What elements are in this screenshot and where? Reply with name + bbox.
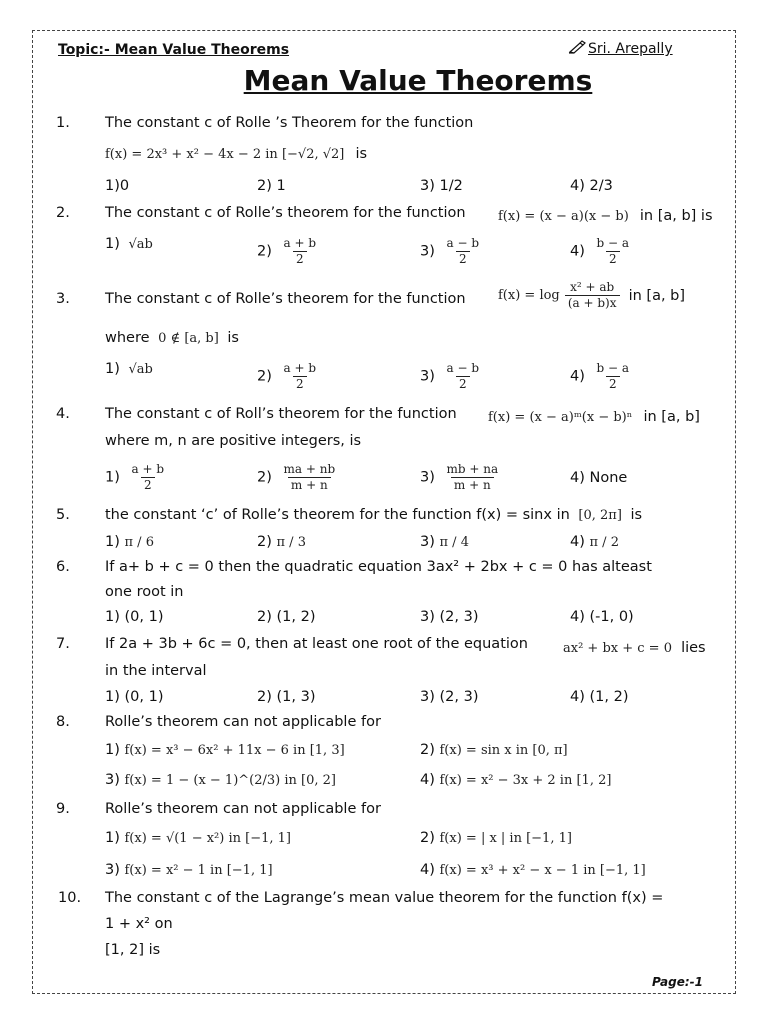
- question-number: 2.: [56, 205, 70, 221]
- author-name: Sri. Arepally: [588, 41, 673, 57]
- question-number: 8.: [56, 714, 70, 730]
- question-line: [1, 2] is: [105, 942, 161, 958]
- option: 3) f(x) = x² − 1 in [−1, 1]: [105, 862, 273, 878]
- option: 1) π / 6: [105, 534, 154, 550]
- option: 2) (1, 2): [257, 609, 316, 625]
- option: 1) √ab: [105, 361, 153, 377]
- question-number: 5.: [56, 507, 70, 523]
- option: 4) (-1, 0): [570, 609, 634, 625]
- option: 2) f(x) = sin x in [0, π]: [420, 742, 568, 758]
- question-text: The constant c of Rolle’s theorem for the function: [105, 205, 466, 221]
- option: 2) (1, 3): [257, 689, 316, 705]
- question-text: The constant c of the Lagrange’s mean value theorem for the function f(x) =: [105, 890, 664, 906]
- question-text: The constant c of Rolle’s theorem for the function: [105, 291, 466, 307]
- question-formula: ax² + bx + c = 0 lies: [563, 640, 706, 656]
- question-text: If a+ b + c = 0 then the quadratic equation 3ax² + 2bx + c = 0 has alteast: [105, 559, 652, 575]
- question-text: The constant c of Roll’s theorem for the function: [105, 406, 457, 422]
- option: 1) $\frac{a + b}{2}$: [105, 462, 165, 492]
- question-number: 6.: [56, 559, 70, 575]
- option: 3) (2, 3): [420, 609, 479, 625]
- page-title: Mean Value Theorems: [243, 64, 593, 97]
- option: 1) f(x) = x³ − 6x² + 11x − 6 in [1, 3]: [105, 742, 345, 758]
- question-number: 9.: [56, 801, 70, 817]
- option: 1) √ab: [105, 236, 153, 252]
- option: 2) 1: [257, 178, 286, 194]
- question-number: 1.: [56, 115, 70, 131]
- question-text: Rolle’s theorem can not applicable for: [105, 801, 381, 817]
- option: 4) None: [570, 470, 628, 486]
- topic-label: Topic:- Mean Value Theorems: [58, 42, 290, 58]
- option: 2) $\frac{a + b}{2}$: [257, 236, 317, 266]
- question-formula: f(x) = (x − a)ᵐ(x − b)ⁿ in [a, b]: [488, 409, 700, 425]
- question-text: If 2a + 3b + 6c = 0, then at least one root of the equation: [105, 636, 528, 652]
- question-number: 7.: [56, 636, 70, 652]
- author-label: [568, 40, 673, 57]
- option: 3) f(x) = 1 − (x − 1)^(2/3) in [0, 2]: [105, 772, 336, 788]
- option: 3) $\frac{a - b}{2}$: [420, 236, 480, 266]
- option: 4) $\frac{b - a}{2}$: [570, 236, 630, 266]
- option: 4) f(x) = x² − 3x + 2 in [1, 2]: [420, 772, 612, 788]
- option: 4) $\frac{b - a}{2}$: [570, 361, 630, 391]
- option: 1) (0, 1): [105, 609, 164, 625]
- question-number: 10.: [58, 890, 82, 906]
- question-text: Rolle’s theorem can not applicable for: [105, 714, 381, 730]
- option: 1) (0, 1): [105, 689, 164, 705]
- question-formula: f(x) = log $\frac{\text{x² + ab}}{(a + b)x}$ in [a, b]: [498, 280, 686, 310]
- question-formula: f(x) = 2x³ + x² − 4x − 2 in [−√2, √2] is: [105, 146, 368, 162]
- option: 1)0: [105, 178, 130, 194]
- question-condition: where 0 ∉ [a, b] is: [105, 330, 239, 346]
- question-line: where m, n are positive integers, is: [105, 433, 362, 449]
- option: 4) 2/3: [570, 178, 613, 194]
- option: 2) $\frac{ma + nb}{m + n}$: [257, 462, 336, 492]
- page-number: Page:-1: [652, 975, 703, 989]
- question-number: 3.: [56, 291, 70, 307]
- option: 2) π / 3: [257, 534, 306, 550]
- option: 3) $\frac{mb + na}{m + n}$: [420, 462, 499, 492]
- question-line: in the interval: [105, 663, 207, 679]
- question-line: one root in: [105, 584, 184, 600]
- option: 3) (2, 3): [420, 689, 479, 705]
- option: 3) 1/2: [420, 178, 463, 194]
- option: 4) (1, 2): [570, 689, 629, 705]
- question-text: The constant c of Rolle ’s Theorem for the function: [105, 115, 474, 131]
- option: 4) f(x) = x³ + x² − x − 1 in [−1, 1]: [420, 862, 646, 878]
- option: 4) π / 2: [570, 534, 619, 550]
- question-text: the constant ‘c’ of Rolle’s theorem for the function f(x) = sinx in [0, 2π] is: [105, 507, 643, 523]
- option: 2) $\frac{a + b}{2}$: [257, 361, 317, 391]
- option: 1) f(x) = √(1 − x²) in [−1, 1]: [105, 830, 291, 846]
- question-formula: f(x) = (x − a)(x − b) in [a, b] is: [498, 208, 713, 224]
- question-line: 1 + x² on: [105, 916, 173, 932]
- question-number: 4.: [56, 406, 70, 422]
- pen-icon: [568, 40, 588, 54]
- option: 2) f(x) = | x | in [−1, 1]: [420, 830, 572, 846]
- option: 3) $\frac{a - b}{2}$: [420, 361, 480, 391]
- option: 3) π / 4: [420, 534, 469, 550]
